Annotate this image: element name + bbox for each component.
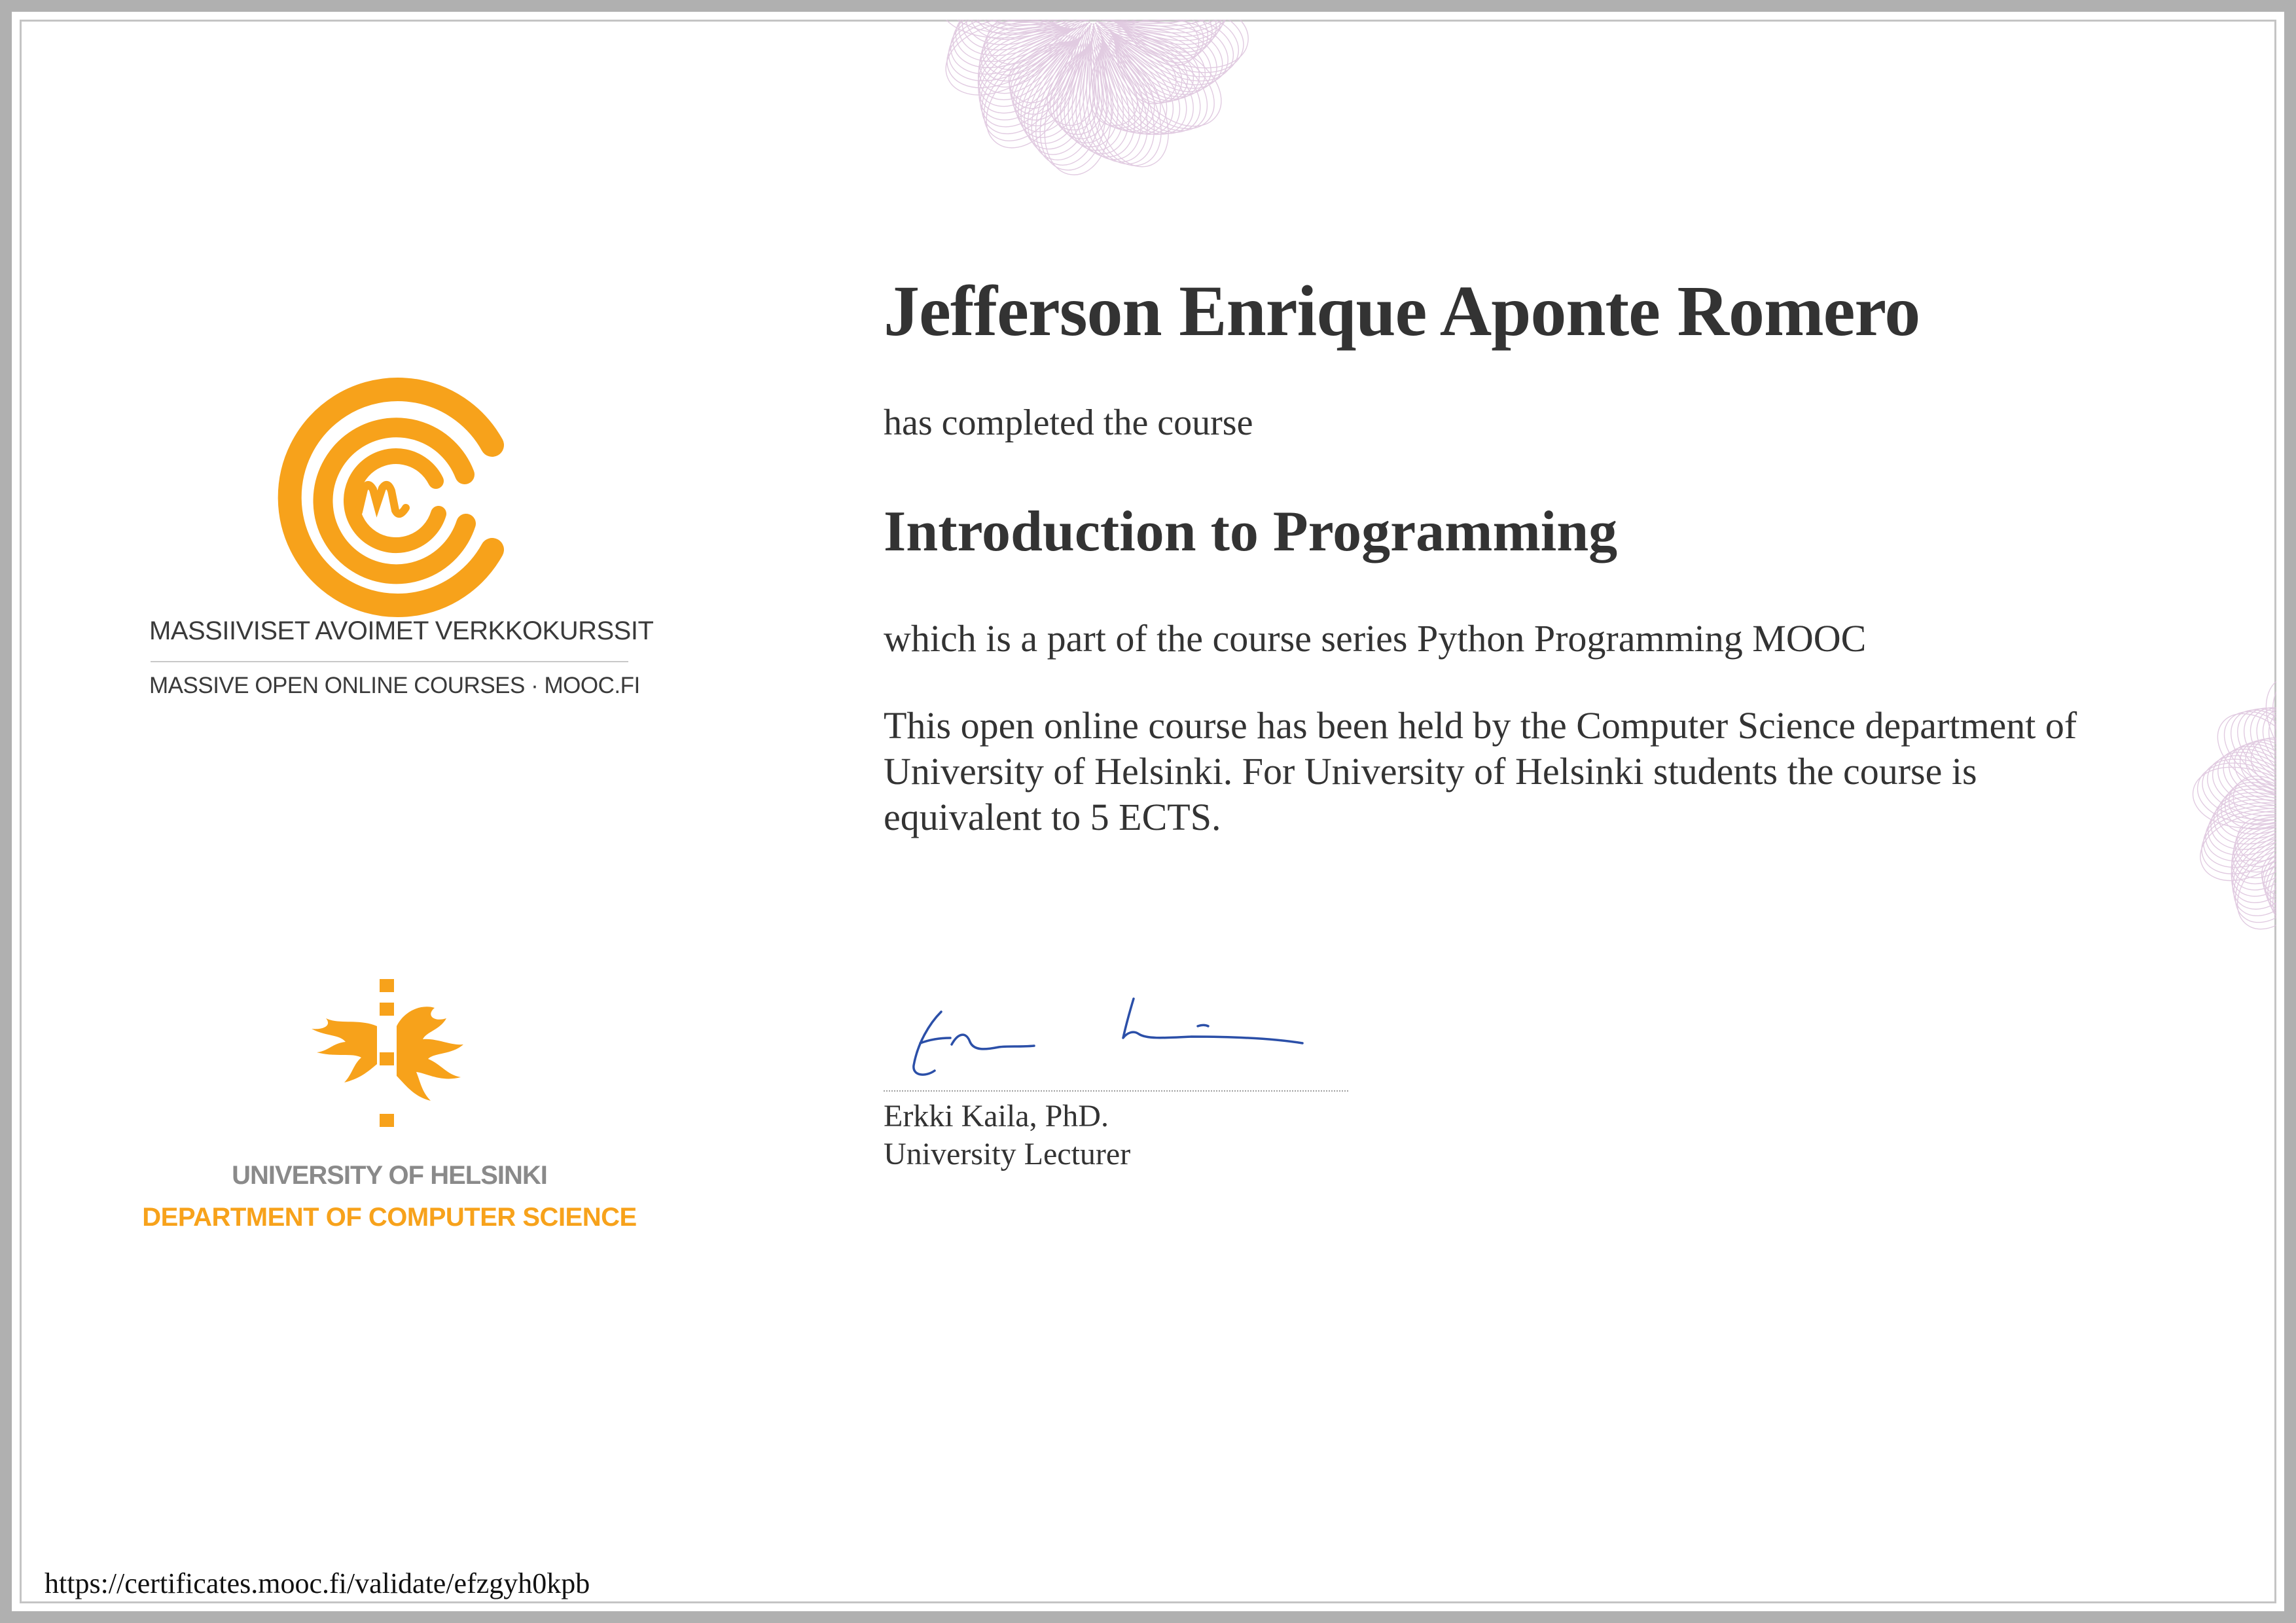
recipient-name: Jefferson Enrique Aponte Romero bbox=[884, 271, 1920, 351]
course-series-prefix: which is a part of the course series bbox=[884, 617, 1408, 660]
mooc-logo-finnish-text: MASSIIVISET AVOIMET VERKKOKURSSIT bbox=[149, 616, 654, 645]
course-series-line bbox=[884, 616, 1866, 660]
signatory-title: University Lecturer bbox=[884, 1137, 1131, 1171]
course-description: This open online course has been held by the Computer Science department of University of Helsinki. For University of Helsinki students the course is equivalent to 5 ECTS. bbox=[884, 704, 2077, 838]
signature-image bbox=[903, 995, 1361, 1093]
university-name: UNIVERSITY OF HELSINKI bbox=[232, 1161, 547, 1190]
helsinki-flame-icon bbox=[306, 979, 470, 1131]
department-name: DEPARTMENT OF COMPUTER SCIENCE bbox=[142, 1203, 637, 1232]
guilloche-rosette-top bbox=[831, 20, 1355, 281]
signatory-name: Erkki Kaila, PhD. bbox=[884, 1099, 1109, 1133]
mooc-logo bbox=[131, 366, 655, 720]
mooc-logo-english-text: MASSIVE OPEN ONLINE COURSES · MOOC.FI bbox=[149, 673, 640, 698]
completion-statement: has completed the course bbox=[884, 402, 1253, 443]
guilloche-rosette-right bbox=[2113, 589, 2276, 1034]
signature-line bbox=[884, 1090, 1348, 1092]
mooc-logo-divider bbox=[151, 661, 628, 662]
validation-url[interactable]: https://certificates.mooc.fi/validate/efzgyh0kpb bbox=[45, 1567, 590, 1599]
course-title: Introduction to Programming bbox=[884, 500, 1618, 563]
course-series-name: Python Programming MOOC bbox=[1416, 617, 1867, 660]
